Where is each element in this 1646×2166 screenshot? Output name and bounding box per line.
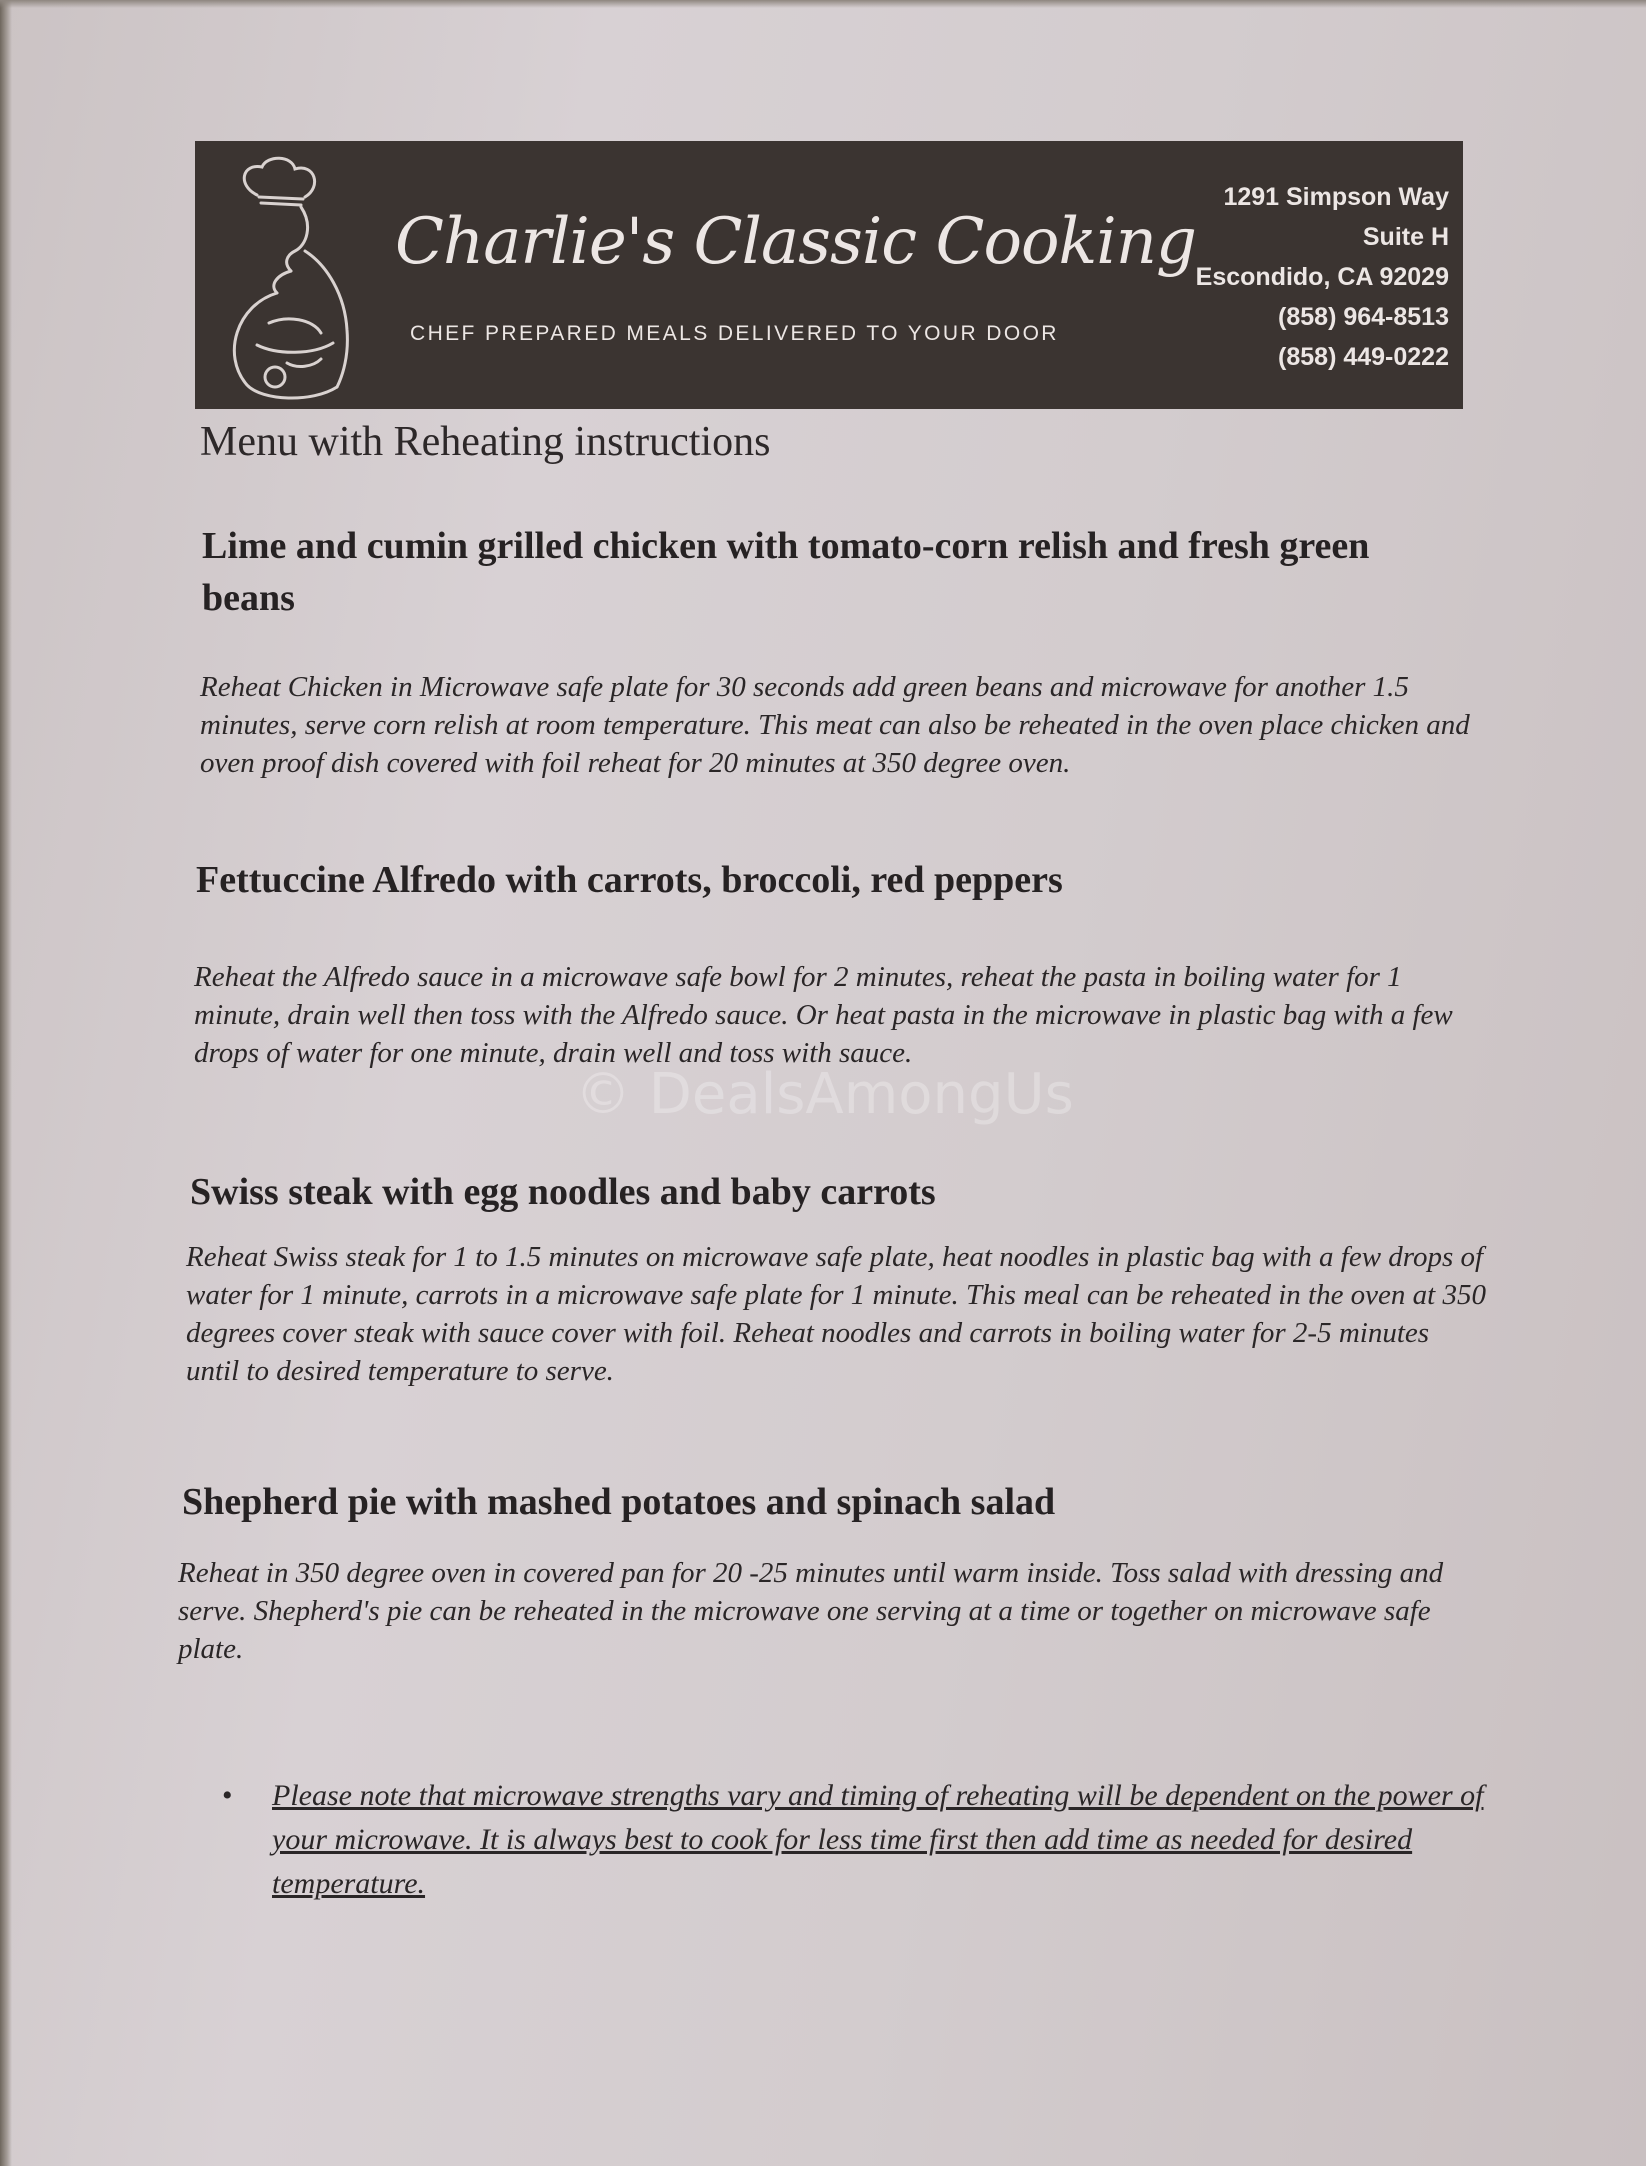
bullet-point: •: [222, 1779, 233, 1812]
brand-name: Charlie's Classic Cooking: [395, 205, 1196, 279]
dish-title: Fettuccine Alfredo with carrots, broccoli, red peppers: [196, 859, 1063, 901]
contact-address: [1196, 177, 1449, 377]
address-street: 1291 Simpson Way: [1223, 183, 1449, 211]
dish-title: Shepherd pie with mashed potatoes and spinach salad: [182, 1481, 1056, 1523]
dish-title: Lime and cumin grilled chicken with tomato-corn relish and fresh green beans: [202, 525, 1370, 619]
reheating-note: Please note that microwave strengths vary and timing of reheating will be dependent on the power of your microwave. It is always best to cook for less time first then add time as needed for desired temperature.: [272, 1779, 1484, 1900]
dish-instructions: Reheat in 350 degree oven in covered pan for 20 -25 minutes until warm inside. Toss salad with dressing and serve. Shepherd's pie can be reheated in the microwave one serving at a time or together on microwave safe plate.: [178, 1557, 1444, 1665]
address-suite: Suite H: [1362, 223, 1449, 251]
address-city: Escondido, CA 92029: [1195, 263, 1449, 291]
page-title: Menu with Reheating instructions: [200, 419, 771, 465]
chef-silhouette-icon: [217, 155, 367, 405]
dish-title: Swiss steak with egg noodles and baby carrots: [190, 1171, 936, 1213]
dish-instructions: Reheat Swiss steak for 1 to 1.5 minutes on microwave safe plate, heat noodles in plastic bag with a few drops of water for 1 minute, carrots in a microwave safe plate for 1 minute. This meal can be reheated in the oven at 350 degrees cover steak with sauce cover with foil. Reheat noodles and carrots in boiling water for 2-5 minutes until to desired temperature to serve.: [186, 1241, 1486, 1387]
brand-tagline: CHEF PREPARED MEALS DELIVERED TO YOUR DOOR: [410, 322, 1059, 345]
phone-number-2: (858) 449-0222: [1278, 343, 1449, 371]
paper-edge-shadow: [0, 0, 12, 2166]
watermark: © DealsAmongUs: [575, 1062, 1074, 1127]
dish-instructions: Reheat Chicken in Microwave safe plate for 30 seconds add green beans and microwave for another 1.5 minutes, serve corn relish at room temperature. This meat can also be reheated in the oven place chicken and oven proof dish covered with foil reheat for 20 minutes at 350 degree oven.: [200, 671, 1470, 779]
phone-number-1: (858) 964-8513: [1278, 303, 1449, 331]
paper-top-shadow: [0, 0, 1646, 8]
dish-instructions: Reheat the Alfredo sauce in a microwave safe bowl for 2 minutes, reheat the pasta in boiling water for 1 minute, drain well then toss with the Alfredo sauce. Or heat pasta in the microwave in plastic bag with a few drops of water for one minute, drain well and toss with sauce.: [194, 961, 1453, 1069]
header-banner: [195, 141, 1463, 409]
